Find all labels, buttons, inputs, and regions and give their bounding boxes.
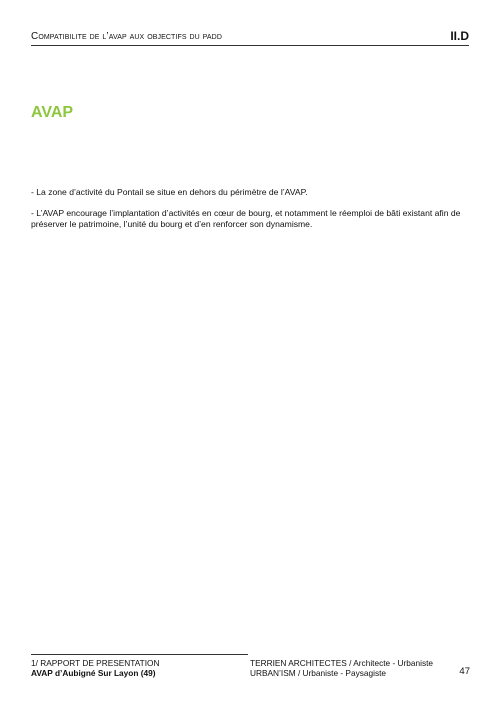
paragraph: - L’AVAP encourage l’implantation d’activités en cœur de bourg, et notamment le réemploi de bâti existant afin de préserver le patrimoine, l’unité du bourg et d’en renforcer son dynamisme. [31, 208, 461, 229]
body-text [31, 187, 471, 240]
footer-credits [250, 658, 433, 678]
section-heading: AVAP [31, 104, 74, 121]
page-header [31, 30, 469, 46]
report-title: 1/ RAPPORT DE PRESENTATION [31, 658, 160, 668]
paragraph: - La zone d’activité du Pontail se situe en dehors du périmètre de l’AVAP. [31, 187, 308, 197]
footer-divider [31, 654, 248, 655]
document-section-title: Compatibilite de l’avap aux objectifs du padd [31, 31, 222, 42]
section-code: II.D [450, 29, 469, 43]
footer-report-info [31, 658, 159, 678]
page-number: 47 [459, 666, 470, 677]
credit-line: URBAN’ISM / Urbaniste - Paysagiste [250, 668, 387, 678]
header-divider [31, 45, 469, 46]
report-subtitle: AVAP d’Aubigné Sur Layon (49) [31, 668, 156, 678]
credit-line: TERRIEN ARCHITECTES / Architecte - Urbaniste [250, 658, 434, 668]
